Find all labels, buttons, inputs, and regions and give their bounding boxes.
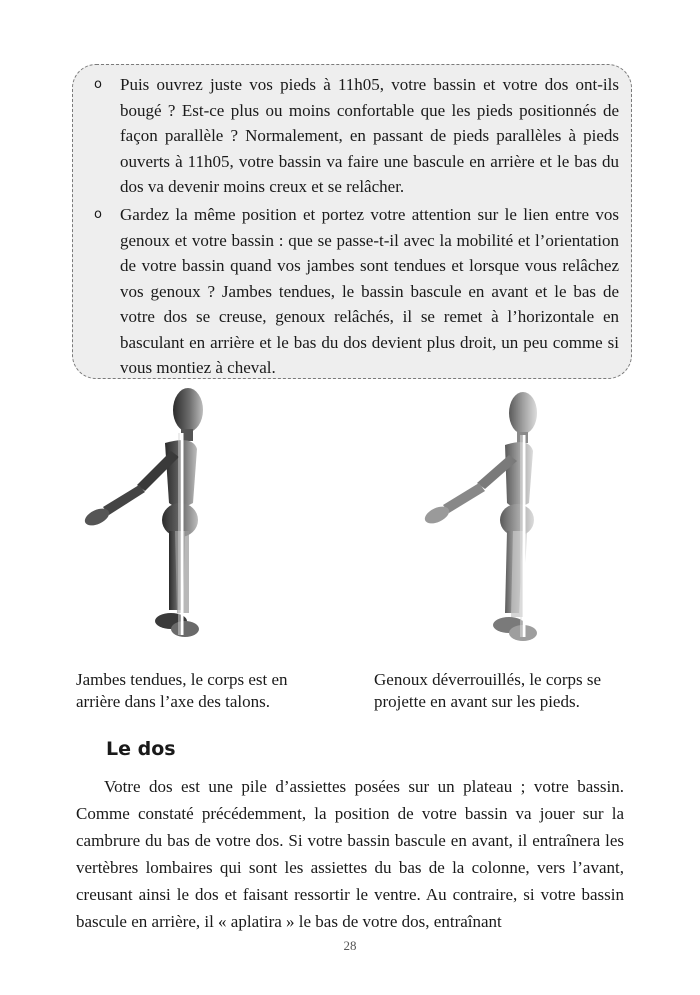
page-number: 28	[343, 938, 357, 953]
bullet-marker: o	[94, 207, 102, 222]
exercise-item-text: Puis ouvrez juste vos pieds à 11h05, votre bassin et votre dos ont-ils bougé ? Est-ce plus ou moins confortable que les pieds positionnés de façon parallèle ? Normalement, en passant de pieds parallèles à pieds ouverts à 11h05, votre bassin va faire une bascule en arrière et le bas du dos va devenir moins creux et se relâcher.	[120, 75, 619, 196]
section-body-paragraph: Votre dos est une pile d’assiettes posées sur un plateau ; votre bassin. Comme constaté précédemment, la position de votre bassin va jouer sur la cambrure du bas de votre dos. Si votre bassin bascule en avant, il entraînera les vertèbres lombaires qui sont les assiettes du bas de la colonne, vers l’avant, creusant ainsi le dos et faisant ressortir le ventre. Au contraire, si votre bassin bascule en arrière, il « aplatira » le bas de votre dos, entraînant	[76, 777, 624, 931]
bullet-marker: o	[94, 77, 102, 92]
exercise-item	[94, 202, 619, 381]
left-figure-caption: Jambes tendues, le corps est en arrière dans l’axe des talons.	[76, 670, 288, 711]
exercise-callout-box	[72, 64, 632, 379]
section-title: Le dos	[106, 738, 176, 760]
exercise-item	[94, 72, 619, 200]
exercise-item-text: Gardez la même position et portez votre attention sur le lien entre vos genoux et votre bassin : que se passe-t-il avec la mobilité et l’orientation de votre bassin quand vos jambes sont tendues et lorsque vous relâchez vos genoux ? Jambes tendues, le bassin bascule en avant et le bas de votre dos se creuse, genoux relâchés, il se remet à l’horizontale en basculant en arrière et le bas du dos devient plus droit, un peu comme si vous montiez à cheval.	[120, 205, 619, 377]
right-figure-caption: Genoux déverrouillés, le corps se projette en avant sur les pieds.	[374, 670, 602, 711]
mannequin-soft-knees-figure	[405, 385, 605, 650]
mannequin-straight-legs-figure	[75, 385, 275, 650]
